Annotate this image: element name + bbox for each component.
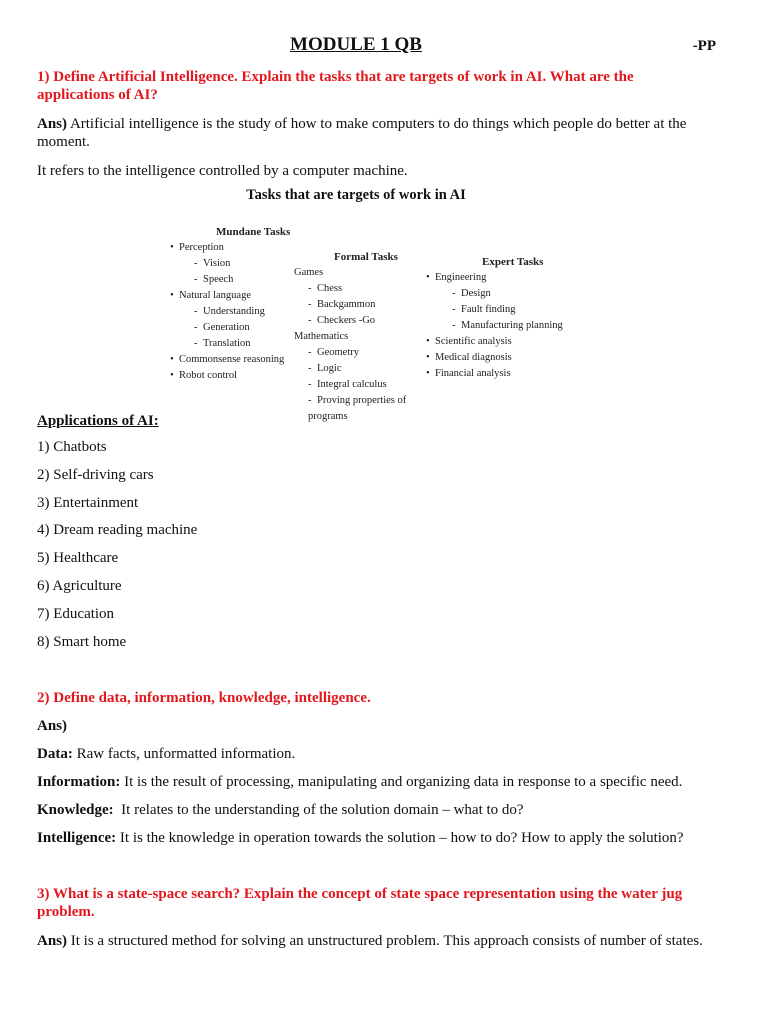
task-label: Checkers -Go: [317, 315, 376, 326]
application-item: 4) Dream reading machine: [37, 522, 198, 539]
dash-icon: -: [308, 395, 312, 406]
task-label: Speech: [203, 274, 234, 285]
definition-term: Intelligence:: [37, 830, 117, 846]
bullet-icon: •: [426, 272, 430, 283]
task-label: Design: [461, 288, 491, 299]
task-label: Generation: [203, 322, 250, 333]
bullet-icon: •: [426, 336, 430, 347]
task-item: [170, 336, 300, 352]
answer-3: [37, 932, 737, 950]
task-item: [294, 313, 434, 329]
task-item: [170, 256, 300, 272]
definition-item: [37, 801, 737, 829]
task-item: [294, 297, 434, 313]
dash-icon: -: [194, 258, 198, 269]
task-item: [170, 368, 300, 384]
task-label: Manufacturing planning: [461, 320, 563, 331]
task-item: [426, 334, 566, 350]
task-item: [170, 352, 300, 368]
definition-term: Data:: [37, 746, 73, 762]
mundane-heading: Mundane Tasks: [216, 226, 291, 238]
definition-item: [37, 745, 737, 773]
answer-2-label: Ans): [37, 718, 68, 734]
task-item: [294, 281, 434, 297]
application-item: 2) Self-driving cars: [37, 466, 154, 483]
answer-3-text: It is a structured method for solving an unstructured problem. This approach consists of number of states.: [67, 933, 703, 949]
application-item: 6) Agriculture: [37, 577, 122, 594]
formal-tasks-column: [294, 249, 434, 425]
figure-title: Tasks that are targets of work in AI: [246, 187, 466, 203]
dash-icon: -: [308, 363, 312, 374]
answer-1-refers: It refers to the intelligence controlled by a computer machine.: [37, 163, 408, 179]
formal-heading: Formal Tasks: [334, 251, 398, 263]
task-label: Robot control: [179, 370, 238, 381]
expert-tasks-column: [426, 254, 566, 382]
dash-icon: -: [452, 288, 456, 299]
definition-item: [37, 773, 737, 801]
task-item: [426, 366, 566, 382]
definition-text: Raw facts, unformatted information.: [72, 746, 296, 762]
task-item: [426, 318, 566, 334]
dash-icon: -: [308, 299, 312, 310]
task-item: [170, 288, 300, 304]
answer-1-text: Artificial intelligence is the study of how to make computers to do things which people do better at the moment.: [37, 116, 687, 150]
task-item: [294, 393, 434, 425]
dash-icon: -: [308, 379, 312, 390]
task-label: Natural language: [179, 290, 252, 301]
page-title: MODULE 1 QB: [290, 34, 422, 55]
task-label: Scientific analysis: [435, 336, 512, 347]
task-label: Logic: [317, 363, 342, 374]
task-label: Geometry: [317, 347, 359, 358]
definition-text: It is the knowledge in operation towards the solution – how to do? How to apply the solution?: [116, 830, 684, 846]
question-2: 2) Define data, information, knowledge, intelligence.: [37, 690, 371, 706]
application-item: 1) Chatbots: [37, 439, 107, 455]
question-1: 1) Define Artificial Intelligence. Explain the tasks that are targets of work in AI. What are the applications of AI?: [37, 69, 634, 103]
bullet-icon: •: [170, 242, 174, 253]
dash-icon: -: [308, 283, 312, 294]
answer-1: [37, 115, 727, 151]
applications-heading: Applications of AI:: [37, 413, 159, 429]
task-label: Fault finding: [461, 304, 516, 315]
dash-icon: -: [194, 322, 198, 333]
task-item: [170, 272, 300, 288]
application-item: 5) Healthcare: [37, 550, 119, 567]
task-item: [426, 350, 566, 366]
mundane-tasks-column: [170, 224, 300, 384]
task-item: [170, 320, 300, 336]
task-item: [294, 361, 434, 377]
task-item: [170, 240, 300, 256]
dash-icon: -: [308, 347, 312, 358]
definition-term: Information:: [37, 774, 121, 790]
bullet-icon: •: [426, 368, 430, 379]
task-label: Commonsense reasoning: [179, 354, 285, 365]
bullet-icon: •: [426, 352, 430, 363]
task-label: Backgammon: [317, 299, 376, 310]
application-item: 3) Entertainment: [37, 494, 139, 511]
task-label: Understanding: [203, 306, 265, 317]
definition-text: It is the result of processing, manipulating and organizing data in response to a specific need.: [120, 774, 683, 790]
task-item: [426, 286, 566, 302]
task-label: Integral calculus: [317, 379, 387, 390]
expert-heading: Expert Tasks: [482, 256, 544, 268]
dash-icon: -: [452, 320, 456, 331]
task-label: Engineering: [435, 272, 487, 283]
application-item: 7) Education: [37, 605, 115, 622]
task-label: Vision: [203, 258, 231, 269]
task-item: [294, 329, 434, 345]
task-label: Perception: [179, 242, 224, 253]
task-item: [426, 270, 566, 286]
question-3: 3) What is a state-space search? Explain the concept of state space representation using the water jug problem.: [37, 886, 683, 920]
task-item: [170, 304, 300, 320]
dash-icon: -: [194, 306, 198, 317]
application-item: 8) Smart home: [37, 633, 127, 650]
task-item: [294, 345, 434, 361]
task-item: [294, 265, 434, 281]
definition-term: Knowledge:: [37, 802, 114, 818]
task-label: Medical diagnosis: [435, 352, 512, 363]
dash-icon: -: [194, 274, 198, 285]
ans-label: Ans): [37, 933, 68, 949]
applications-list: [37, 438, 197, 660]
dash-icon: -: [452, 304, 456, 315]
task-label: Translation: [203, 338, 251, 349]
task-label: Proving properties of programs: [308, 395, 407, 422]
bullet-icon: •: [170, 354, 174, 365]
ans-label: Ans): [37, 116, 68, 132]
task-label: Chess: [317, 283, 343, 294]
task-label: Financial analysis: [435, 368, 511, 379]
definition-text: It relates to the understanding of the solution domain – what to do?: [113, 802, 524, 818]
dash-icon: -: [194, 338, 198, 349]
author-tag: -PP: [692, 38, 716, 54]
task-label: Mathematics: [294, 331, 349, 342]
dash-icon: -: [308, 315, 312, 326]
task-item: [294, 377, 434, 393]
bullet-icon: •: [170, 370, 174, 381]
definition-item: [37, 829, 737, 857]
task-label: Games: [294, 267, 324, 278]
task-item: [426, 302, 566, 318]
bullet-icon: •: [170, 290, 174, 301]
definitions-list: [37, 745, 737, 857]
